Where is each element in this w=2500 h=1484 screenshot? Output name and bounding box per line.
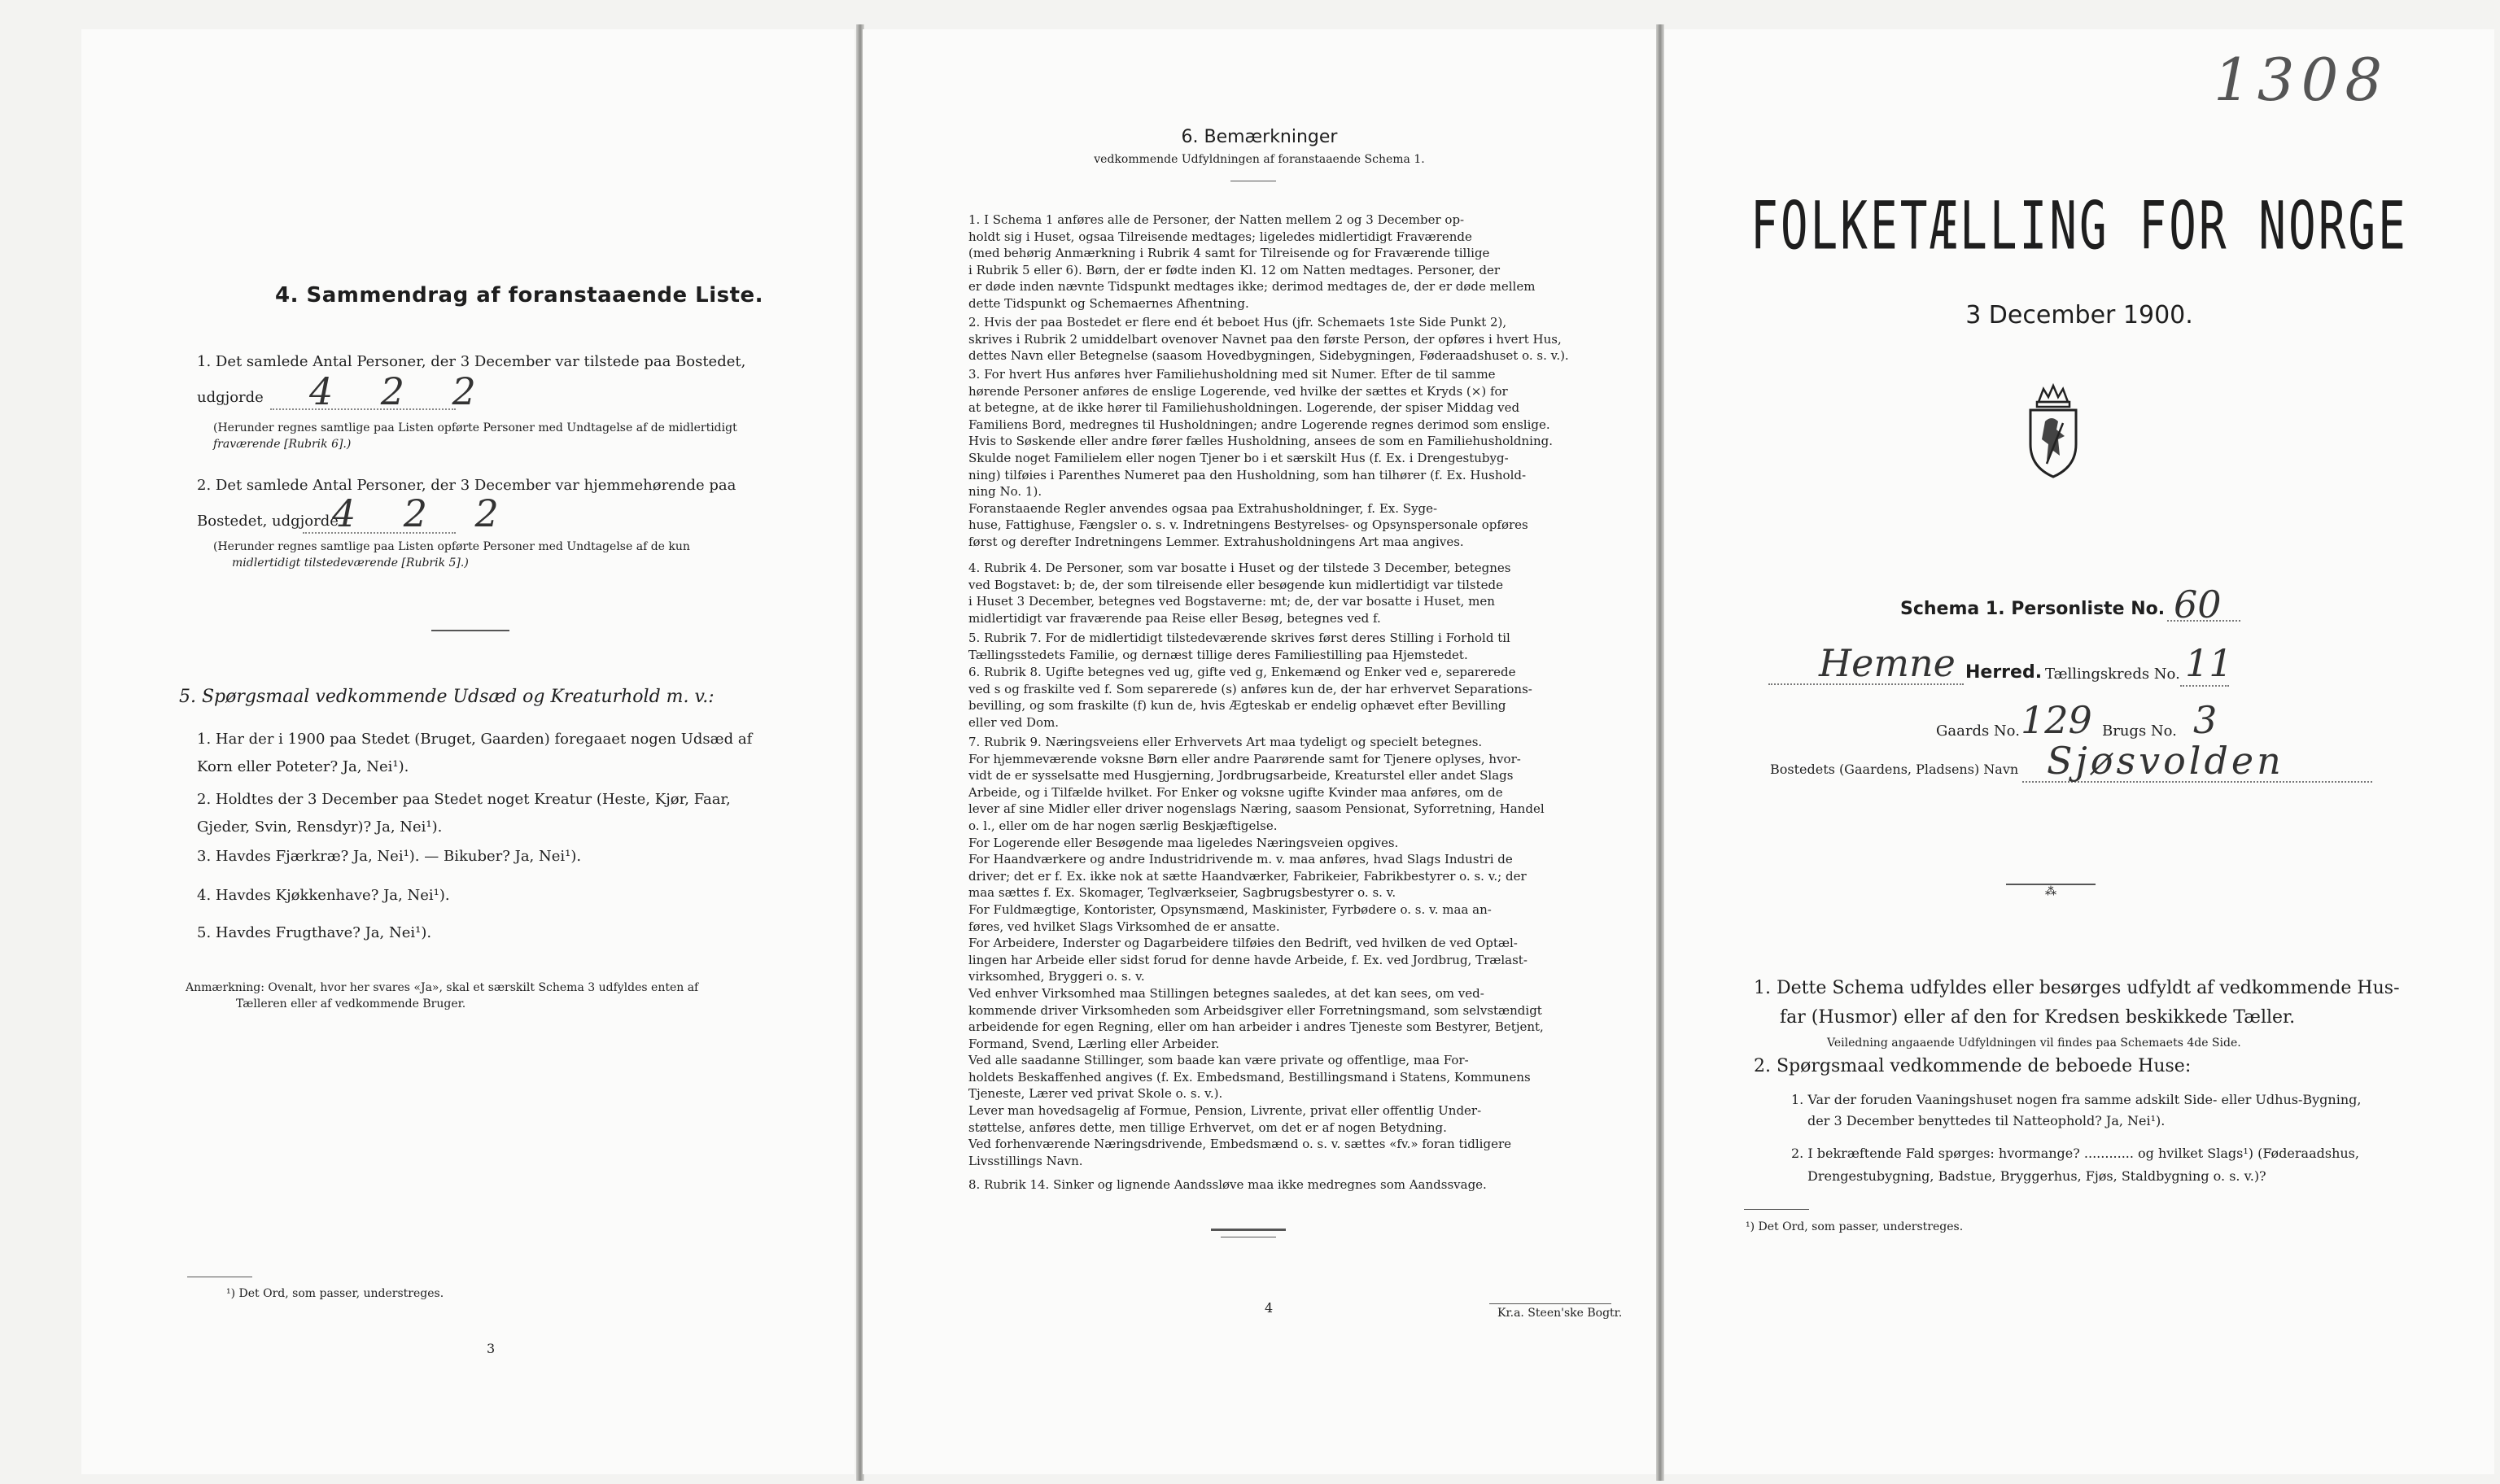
remarks-subheading: vedkommende Udfyldningen af foranstaaende Schema 1.	[1094, 153, 1425, 166]
q1-handwritten-answer: 4 2 2	[309, 369, 476, 413]
bosted-name-handwritten: Sjøsvolden	[2047, 739, 2284, 783]
norway-coat-of-arms-icon	[2021, 382, 2086, 480]
remark-item-8: 8. Rubrik 14. Sinker og lignende Aandssløve maa ikke medregnes som Aandssvage.	[968, 1177, 1487, 1192]
page-number: 4	[1265, 1300, 1274, 1316]
remark-item-4: 4. Rubrik 4. De Personer, som var bosatte i Huset og der tilstede 3 December, betegnes ved Bogstavet: b; de, der som tilreisende eller besøgende kun midlertidigt var tilstede i Huset 3 December, betegnes ved Bogstaverne: mt; de, der var bosatte i Huset, men midlertidigt var fraværende paa Reise eller Besøg, betegnes ved f.	[968, 561, 1511, 626]
instruction-2-q2-line2: Drengestubygning, Badstue, Bryggerhus, Fjøs, Staldbygning o. s. v.)?	[1807, 1168, 2266, 1184]
s5-item-1: 1. Har der i 1900 paa Stedet (Bruget, Gaarden) foregaaet nogen Udsæd af Korn eller Poteter? Ja, Nei¹).	[197, 731, 753, 775]
s5-item-5: 5. Havdes Frugthave? Ja, Nei¹).	[197, 924, 432, 941]
q1-note-line1: (Herunder regnes samtlige paa Listen opførte Personer med Undtagelse af de midlertidigt	[213, 421, 737, 434]
page-right	[1664, 29, 2494, 1474]
q1-note-line2: fraværende [Rubrik 6].)	[213, 438, 352, 451]
kreds-no-line	[2180, 685, 2229, 687]
s5-item-4: 4. Havdes Kjøkkenhave? Ja, Nei¹).	[197, 887, 450, 904]
instruction-2-q2-line1: 2. I bekræftende Fald spørges: hvormange? ............ og hvilket Slags¹) (Føderaadshus,	[1791, 1146, 2359, 1161]
remark-item-5: 5. Rubrik 7. For de midlertidigt tilstedeværende skrives først deres Stilling i Forhold til Tællingsstedets Familie, og dernæst tillige deres Familiestilling paa Hjemstedet.	[968, 631, 1510, 662]
brugs-no-handwritten: 3	[2193, 698, 2218, 742]
divider-thick	[1211, 1229, 1286, 1231]
q1-text-line2: udgjorde	[197, 389, 264, 406]
brugs-label: Brugs No.	[2102, 722, 2177, 740]
remark-item-2: 2. Hvis der paa Bostedet er flere end ét beboet Hus (jfr. Schemaets 1ste Side Punkt 2), skrives i Rubrik 2 umiddelbart ovenover Navnet paa den første Person, der opføres i hvert Hus, dettes Navn eller Betegnelse (saasom Hovedbygningen, Sidebygningen, Føderaadshuset o. s. v.).	[968, 315, 1569, 364]
kreds-no-handwritten: 11	[2185, 641, 2233, 685]
herred-label: Herred.	[1965, 662, 2043, 683]
schema-label: Schema 1. Personliste No.	[1900, 599, 2166, 619]
remark-item-6: 6. Rubrik 8. Ugifte betegnes ved ug, gifte ved g, Enkemænd og Enker ved e, separerede ved s og fraskilte ved f. Som separerede (s) anføres kun de, der har erhvervet Separations- bevilling, og som fraskilte (f) kun de, hvis Ægteskab er endelig ophævet efter Bevilling eller ved Dom.	[968, 665, 1532, 730]
gaards-no-handwritten: 129	[2021, 698, 2092, 742]
page-fold-right	[1656, 24, 1664, 1481]
footnote: ¹) Det Ord, som passer, understreges.	[226, 1287, 444, 1300]
bosted-label: Bostedets (Gaardens, Pladsens) Navn	[1770, 762, 2019, 777]
remark-item-7: 7. Rubrik 9. Næringsveiens eller Erhvervets Art maa tydeligt og specielt betegnes. For hjemmeværende voksne Børn eller andre Paarørende samt for Tjenere oplyses, hvor- vidt de er sysselsatte med Husgjerning, Jordbrugsarbeide, Kreaturstel eller andet Slags Arbeide, og i Tilfælde hvilket. For Enker og voksne ugifte Kvinder maa anføres, om de lever af sine Midler eller driver nogenslags Næring, saasom Pensionat, Syforretning, Handel o. l., eller om de har nogen særlig Beskjæftigelse. For Logerende eller Besøgende maa ligeledes Næringsveien opgives. For Haandværkere og andre Industridrivende m. v. maa anføres, hvad Slags Industri de driver; det er f. Ex. ikke nok at sætte Haandværker, Fabrikeier, Fabrikbestyrer o. s. v.; der maa sættes f. Ex. Skomager, Teglværkseier, Sagbrugsbestyrer o. s. v. For Fuldmægtige, Kontorister, Opsynsmænd, Maskinister, Fyrbødere o. s. v. maa an- føres, ved hvilket Slags Virksomhed de er ansatte. For Arbeidere, Inderster og Dagarbeidere tilføies den Bedrift, ved hvilken de ved Optæl- lingen har Arbeide eller sidst forud for denne havde Arbeide, f. Ex. ved Jordbrug, Trælast- virksomhed, Bryggeri o. s. v. Ved enhver Virksomhed maa Stillingen betegnes saaledes, at det kan sees, om ved- kommende driver Virksomheden som Arbeidsgiver eller Forretningsmand, som selvstændigt arbeidende for egen Regning, eller om han arbeider i andres Tjeneste som Bestyrer, Betjent, Formand, Svend, Lærling eller Arbeider. Ved alle saadanne Stillinger, som baade kan være private og offentlige, maa For- holdets Beskaffenhed angives (f. Ex. Embedsmand, Bestillingsmand i Statens, Kommunens Tjeneste, Lærer ved privat Skole o. s. v.). Lever man hovedsagelig af Formue, Pension, Livrente, privat eller offentlig Under- støttelse, anføres dette, men tillige Erhvervet, om det er af nogen Betydning. Ved forhenværende Næringsdrivende, Embedsmænd o. s. v. sættes «fv.» foran tidligere Livsstillings Navn.	[968, 735, 1545, 1168]
page-left	[81, 29, 854, 1474]
kreds-label: Tællingskreds No.	[2045, 666, 2180, 683]
archive-number-handwritten: 1308	[2214, 46, 2389, 114]
s5-item-3: 3. Havdes Fjærkræ? Ja, Nei¹). — Bikuber? Ja, Nei¹).	[197, 848, 582, 865]
page-number: 3	[487, 1341, 496, 1356]
section4-heading: 4. Sammendrag af foranstaaende Liste.	[275, 283, 764, 308]
divider	[431, 630, 509, 631]
remark-item-1: 1. I Schema 1 anføres alle de Personer, der Natten mellem 2 og 3 December op- holdt sig i Huset, ogsaa Tilreisende medtages; ligeledes midlertidigt Fraværende (med behørig Anmærkning i Rubrik 4 samt for Tilreisende og for Fraværende tillige i Rubrik 5 eller 6). Børn, der er fødte inden Kl. 12 om Natten medtages. Personer, der er døde inden nævnte Tidspunkt medtages ikke; derimod medtages de, der er døde mellem dette Tidspunkt og Schemaernes Afhentning.	[968, 212, 1536, 311]
q2-text-line2: Bostedet, udgjorde	[197, 513, 339, 530]
instruction-1-line1: 1. Dette Schema udfyldes eller besørges udfyldt af vedkommende Hus-	[1754, 978, 2400, 998]
footnote-rule	[1744, 1209, 1809, 1210]
q2-note-line1: (Herunder regnes samtlige paa Listen opførte Personer med Undtagelse af de kun	[213, 540, 690, 553]
divider-ornament-icon: ⁂	[2045, 885, 2056, 898]
s5-item-2: 2. Holdtes der 3 December paa Stedet noget Kreatur (Heste, Kjør, Faar, Gjeder, Svin, Rensdyr)? Ja, Nei¹).	[197, 791, 731, 836]
q2-text-line1: 2. Det samlede Antal Personer, der 3 December var hjemmehørende paa	[197, 477, 736, 494]
printer-name: Kr.a. Steen'ske Bogtr.	[1497, 1307, 1623, 1320]
herred-name-handwritten: Hemne	[1819, 641, 1956, 685]
footnote: ¹) Det Ord, som passer, understreges.	[1746, 1220, 1964, 1233]
page-middle	[863, 29, 1656, 1474]
schema-no-handwritten: 60	[2174, 583, 2222, 626]
instruction-2-q1-line1: 1. Var der foruden Vaaningshuset nogen fra samme adskilt Side- eller Udhus-Bygning,	[1791, 1092, 2362, 1107]
instruction-1-note: Veiledning angaaende Udfyldningen vil findes paa Schemaets 4de Side.	[1827, 1037, 2241, 1050]
q1-text-line1: 1. Det samlede Antal Personer, der 3 December var tilstede paa Bostedet,	[197, 353, 746, 370]
section5-heading: 5. Spørgsmaal vedkommende Udsæd og Kreaturhold m. v.:	[179, 687, 715, 707]
remarks-heading: 6. Bemærkninger	[1181, 127, 1338, 147]
instruction-1-line2: far (Husmor) eller af den for Kredsen beskikkede Tæller.	[1780, 1007, 2296, 1028]
gaards-label: Gaards No.	[1936, 722, 2020, 740]
printer-rule	[1489, 1303, 1611, 1304]
remark-line2: Tælleren eller af vedkommende Bruger.	[236, 997, 466, 1010]
instruction-2-q1-line2: der 3 December benyttedes til Natteophold? Ja, Nei¹).	[1807, 1113, 2166, 1128]
remark-item-3: 3. For hvert Hus anføres hver Familiehusholdning med sit Numer. Efter de til samme hørende Personer anføres de enslige Logerende, ved hvilke der sættes et Kryds (×) for at betegne, at de ikke hører til Familiehusholdningen. Logerende, der spiser Middag ved Familiens Bord, medregnes til Husholdningen; andre Logerende regnes derimod som enslige. Hvis to Søskende eller andre fører fælles Husholdning, ansees de som en Familiehusholdning. Skulde noget Familielem eller nogen Tjener bo i et særskilt Hus (f. Ex. i Drengestubyg- ning) tilføies i Parenthes Numeret paa den Husholdning, som han tilhører (f. Ex. Hushold- ning No. 1). Foranstaaende Regler anvendes ogsaa paa Extrahusholdninger, f. Ex. Syge- huse, Fattighuse, Fængsler o. s. v. Indretningens Bestyrelses- og Opsynspersonale opføres først og derefter Indretningens Lemmer. Extrahusholdningens Art maa angives.	[968, 367, 1553, 549]
census-title: FOLKETÆLLING FOR NORGE	[1750, 188, 2408, 265]
census-date: 3 December 1900.	[1965, 301, 2193, 330]
remark-line1: Anmærkning: Ovenalt, hvor her svares «Ja», skal et særskilt Schema 3 udfyldes enten af	[186, 981, 699, 994]
q2-note-line2: midlertidigt tilstedeværende [Rubrik 5].)	[232, 556, 469, 570]
q2-handwritten-answer: 4 2 2	[332, 491, 499, 535]
instruction-2: 2. Spørgsmaal vedkommende de beboede Huse:	[1754, 1056, 2192, 1076]
